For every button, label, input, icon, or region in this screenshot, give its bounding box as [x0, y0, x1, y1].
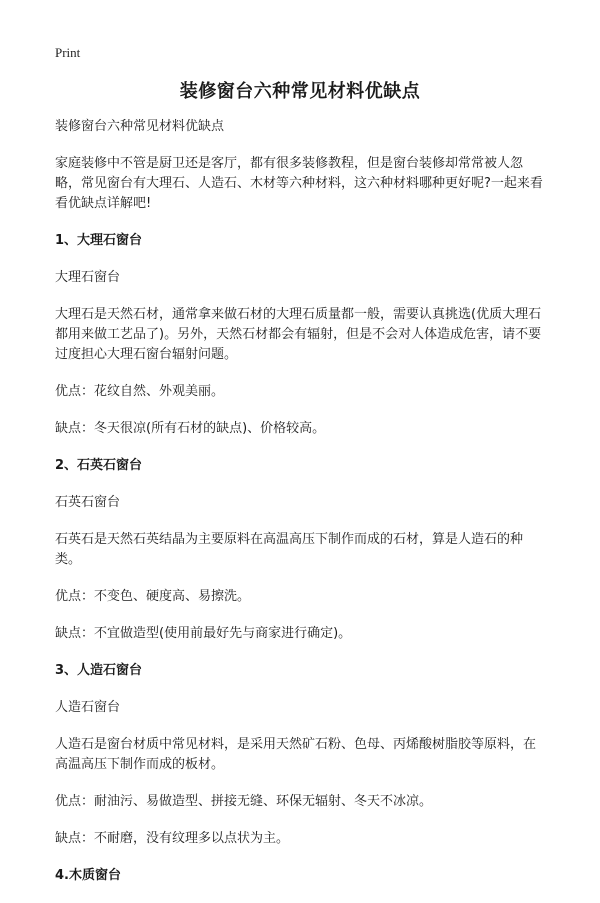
quartz-subheading: 石英石窗台 — [55, 495, 121, 510]
section-heading-quartz: 2、石英石窗台 — [55, 458, 143, 473]
marble-pros: 优点：花纹自然、外观美丽。 — [55, 384, 225, 399]
marble-description: 大理石是天然石材，通常拿来做石材的大理石质量都一般，需要认真挑选(优质大理石都用来做工艺品了)。另外，天然石材都会有辐射，但是不会对人体造成危害，请不要过度担心大理石窗台辐射问题。 — [55, 307, 542, 362]
article-body — [55, 117, 545, 903]
subtitle-text: 装修窗台六种常见材料优缺点 — [55, 119, 225, 134]
intro-paragraph: 家庭装修中不管是厨卫还是客厅，都有很多装修教程，但是窗台装修却常常被人忽略，常见窗台有大理石、人造石、木材等六种材料，这六种材料哪种更好呢?一起来看看优缺点详解吧! — [55, 156, 543, 211]
section-heading-wood: 4.木质窗台 — [55, 868, 121, 883]
section-heading-marble: 1、大理石窗台 — [55, 233, 143, 248]
page-title: 装修窗台六种常见材料优缺点 — [179, 81, 421, 102]
artificial-stone-cons: 缺点：不耐磨，没有纹理多以点状为主。 — [55, 831, 290, 846]
print-link[interactable]: Print — [55, 45, 81, 60]
marble-subheading: 大理石窗台 — [55, 270, 121, 285]
artificial-stone-pros: 优点：耐油污、易做造型、拼接无缝、环保无辐射、冬天不冰凉。 — [55, 794, 433, 809]
section-heading-artificial-stone: 3、人造石窗台 — [55, 663, 143, 678]
quartz-pros: 优点：不变色、硬度高、易擦洗。 — [55, 589, 251, 604]
artificial-stone-subheading: 人造石窗台 — [55, 700, 121, 715]
quartz-cons: 缺点：不宜做造型(使用前最好先与商家进行确定)。 — [55, 626, 352, 641]
marble-cons: 缺点：冬天很凉(所有石材的缺点)、价格较高。 — [55, 421, 326, 436]
artificial-stone-description: 人造石是窗台材质中常见材料，是采用天然矿石粉、色母、丙烯酸树脂胶等原料，在高温高压下制作而成的板材。 — [55, 737, 537, 772]
quartz-description: 石英石是天然石英结晶为主要原料在高温高压下制作而成的石材，算是人造石的种类。 — [55, 532, 524, 567]
